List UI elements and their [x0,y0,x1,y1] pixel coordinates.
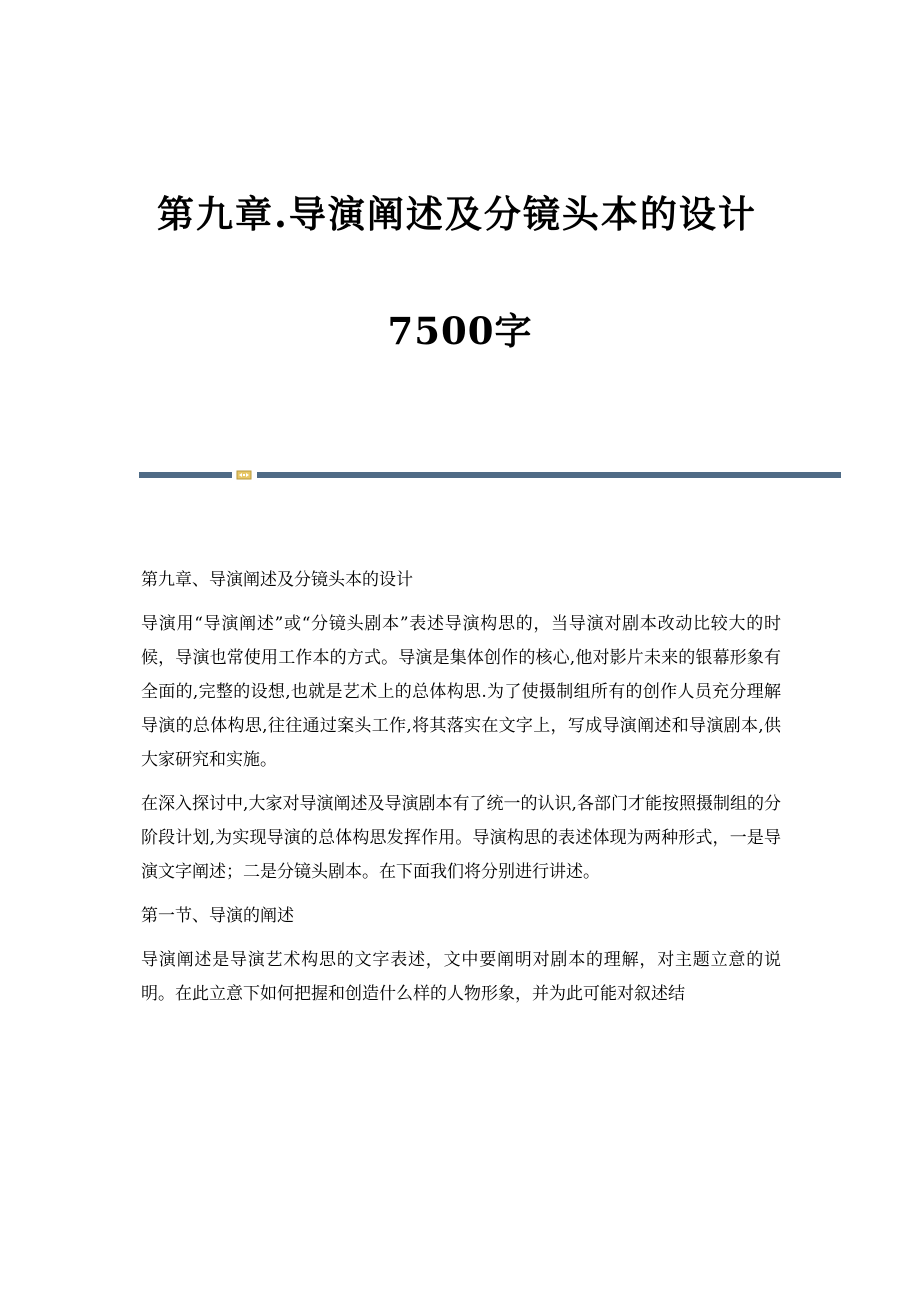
section-heading-chapter: 第九章、导演阐述及分镜头本的设计 [141,570,413,590]
title-divider [139,470,841,480]
divider-bar-left [139,472,232,478]
document-body [141,563,781,1021]
paragraph: 导演用“导演阐述”或“分镜头剧本”表述导演构思的，当导演对剧本改动比较大的时候，导演也常使用工作本的方式。导演是集体创作的核心,他对影片未来的银幕形象有全面的,完整的设想,也就是艺术上的总体构思.为了使摄制组所有的创作人员充分理解导演的总体构思,往往通过案头工作,将其落实在文字上，写成导演阐述和导演剧本,供大家研究和实施。 [141,614,781,770]
paragraph: 导演阐述是导演艺术构思的文字表述，文中要阐明对剧本的理解，对主题立意的说明。在此立意下如何把握和创造什么样的人物形象，并为此可能对叙述结 [141,950,781,1004]
document-title [0,192,920,353]
divider-bar-right [257,472,841,478]
paragraph: 在深入探讨中,大家对导演阐述及导演剧本有了统一的认识,各部门才能按照摄制组的分阶段计划,为实现导演的总体构思发挥作用。导演构思的表述体现为两种形式，一是导演文字阐述；二是分镜头剧本。在下面我们将分别进行讲述。 [141,794,781,882]
divider-ornament-icon [236,470,252,480]
title-line-2: 7500字 [387,309,533,353]
section-heading-section-1: 第一节、导演的阐述 [141,906,294,926]
title-line-1: 第九章.导演阐述及分镜头本的设计 [157,192,757,236]
